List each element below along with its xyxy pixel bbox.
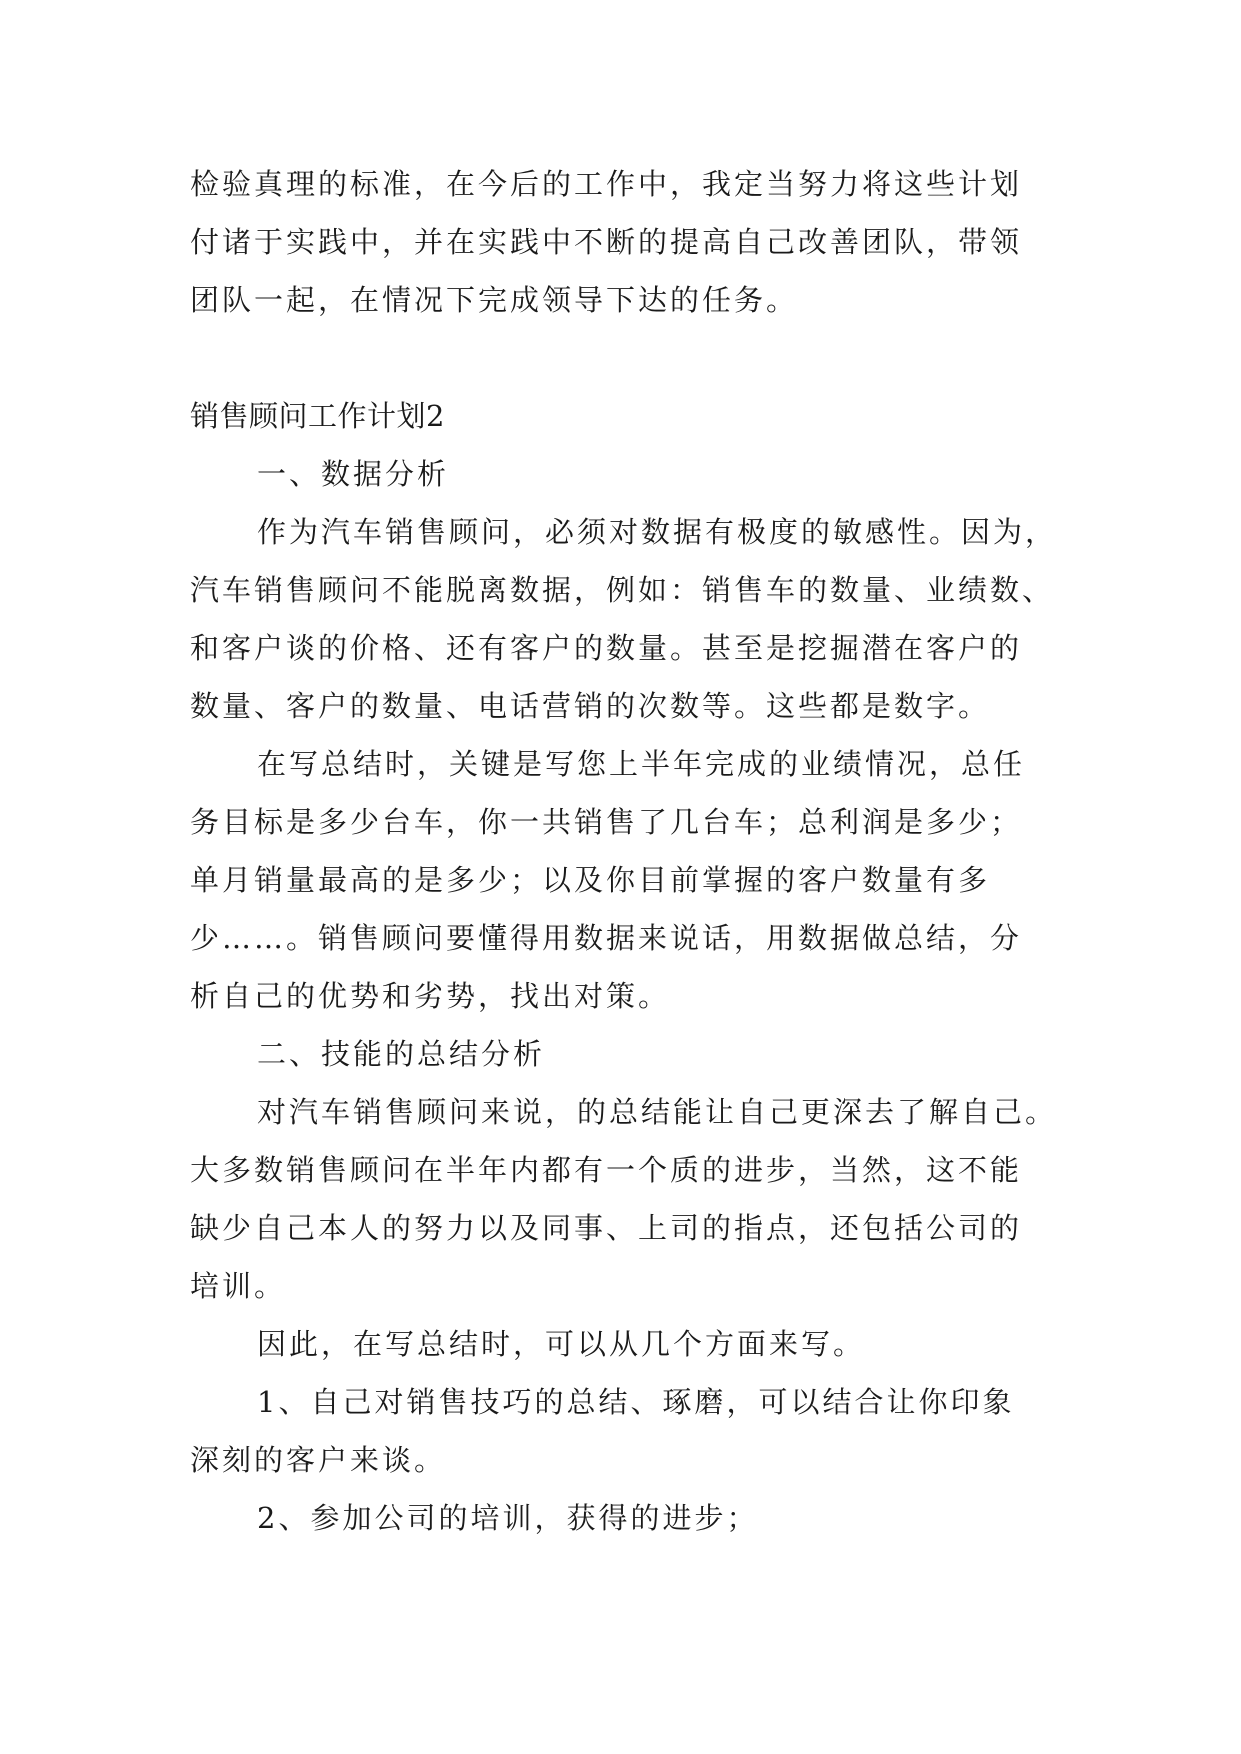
paragraph-line: 在写总结时，关键是写您上半年完成的业绩情况，总任 <box>257 747 1026 781</box>
paragraph-line: 作为汽车销售顾问，必须对数据有极度的敏感性。因为， <box>257 515 1058 549</box>
subheading: 一、数据分析 <box>257 457 450 491</box>
list-item: 2、参加公司的培训，获得的进步； <box>257 1501 759 1535</box>
paragraph-line: 少……。销售顾问要懂得用数据来说话，用数据做总结，分 <box>190 921 1023 955</box>
paragraph-line: 单月销量最高的是多少；以及你目前掌握的客户数量有多 <box>190 863 991 897</box>
paragraph-line: 因此，在写总结时，可以从几个方面来写。 <box>257 1327 866 1361</box>
paragraph-line: 对汽车销售顾问来说，的总结能让自己更深去了解自己。 <box>257 1095 1058 1129</box>
paragraph-line: 团队一起，在情况下完成领导下达的任务。 <box>190 283 799 317</box>
paragraph-line: 和客户谈的价格、还有客户的数量。甚至是挖掘潜在客户的 <box>190 631 1023 665</box>
list-item-continuation: 深刻的客户来谈。 <box>190 1443 447 1477</box>
paragraph-line: 数量、客户的数量、电话营销的次数等。这些都是数字。 <box>190 689 991 723</box>
list-item: 1、自己对销售技巧的总结、琢磨，可以结合让你印象 <box>257 1385 1015 1419</box>
section-title: 销售顾问工作计划2 <box>190 399 445 433</box>
paragraph-line: 培训。 <box>190 1269 287 1303</box>
paragraph-line: 务目标是多少台车，你一共销售了几台车；总利润是多少； <box>190 805 1023 839</box>
paragraph-line: 析自己的优势和劣势，找出对策。 <box>190 979 671 1013</box>
paragraph-line: 付诸于实践中，并在实践中不断的提高自己改善团队，带领 <box>190 225 1023 259</box>
paragraph-line: 检验真理的标准，在今后的工作中，我定当努力将这些计划 <box>190 167 1023 201</box>
paragraph-line: 缺少自己本人的努力以及同事、上司的指点，还包括公司的 <box>190 1211 1023 1245</box>
paragraph-line: 大多数销售顾问在半年内都有一个质的进步，当然，这不能 <box>190 1153 1023 1187</box>
paragraph-line: 汽车销售顾问不能脱离数据，例如：销售车的数量、业绩数、 <box>190 573 1055 607</box>
subheading: 二、技能的总结分析 <box>257 1037 546 1071</box>
